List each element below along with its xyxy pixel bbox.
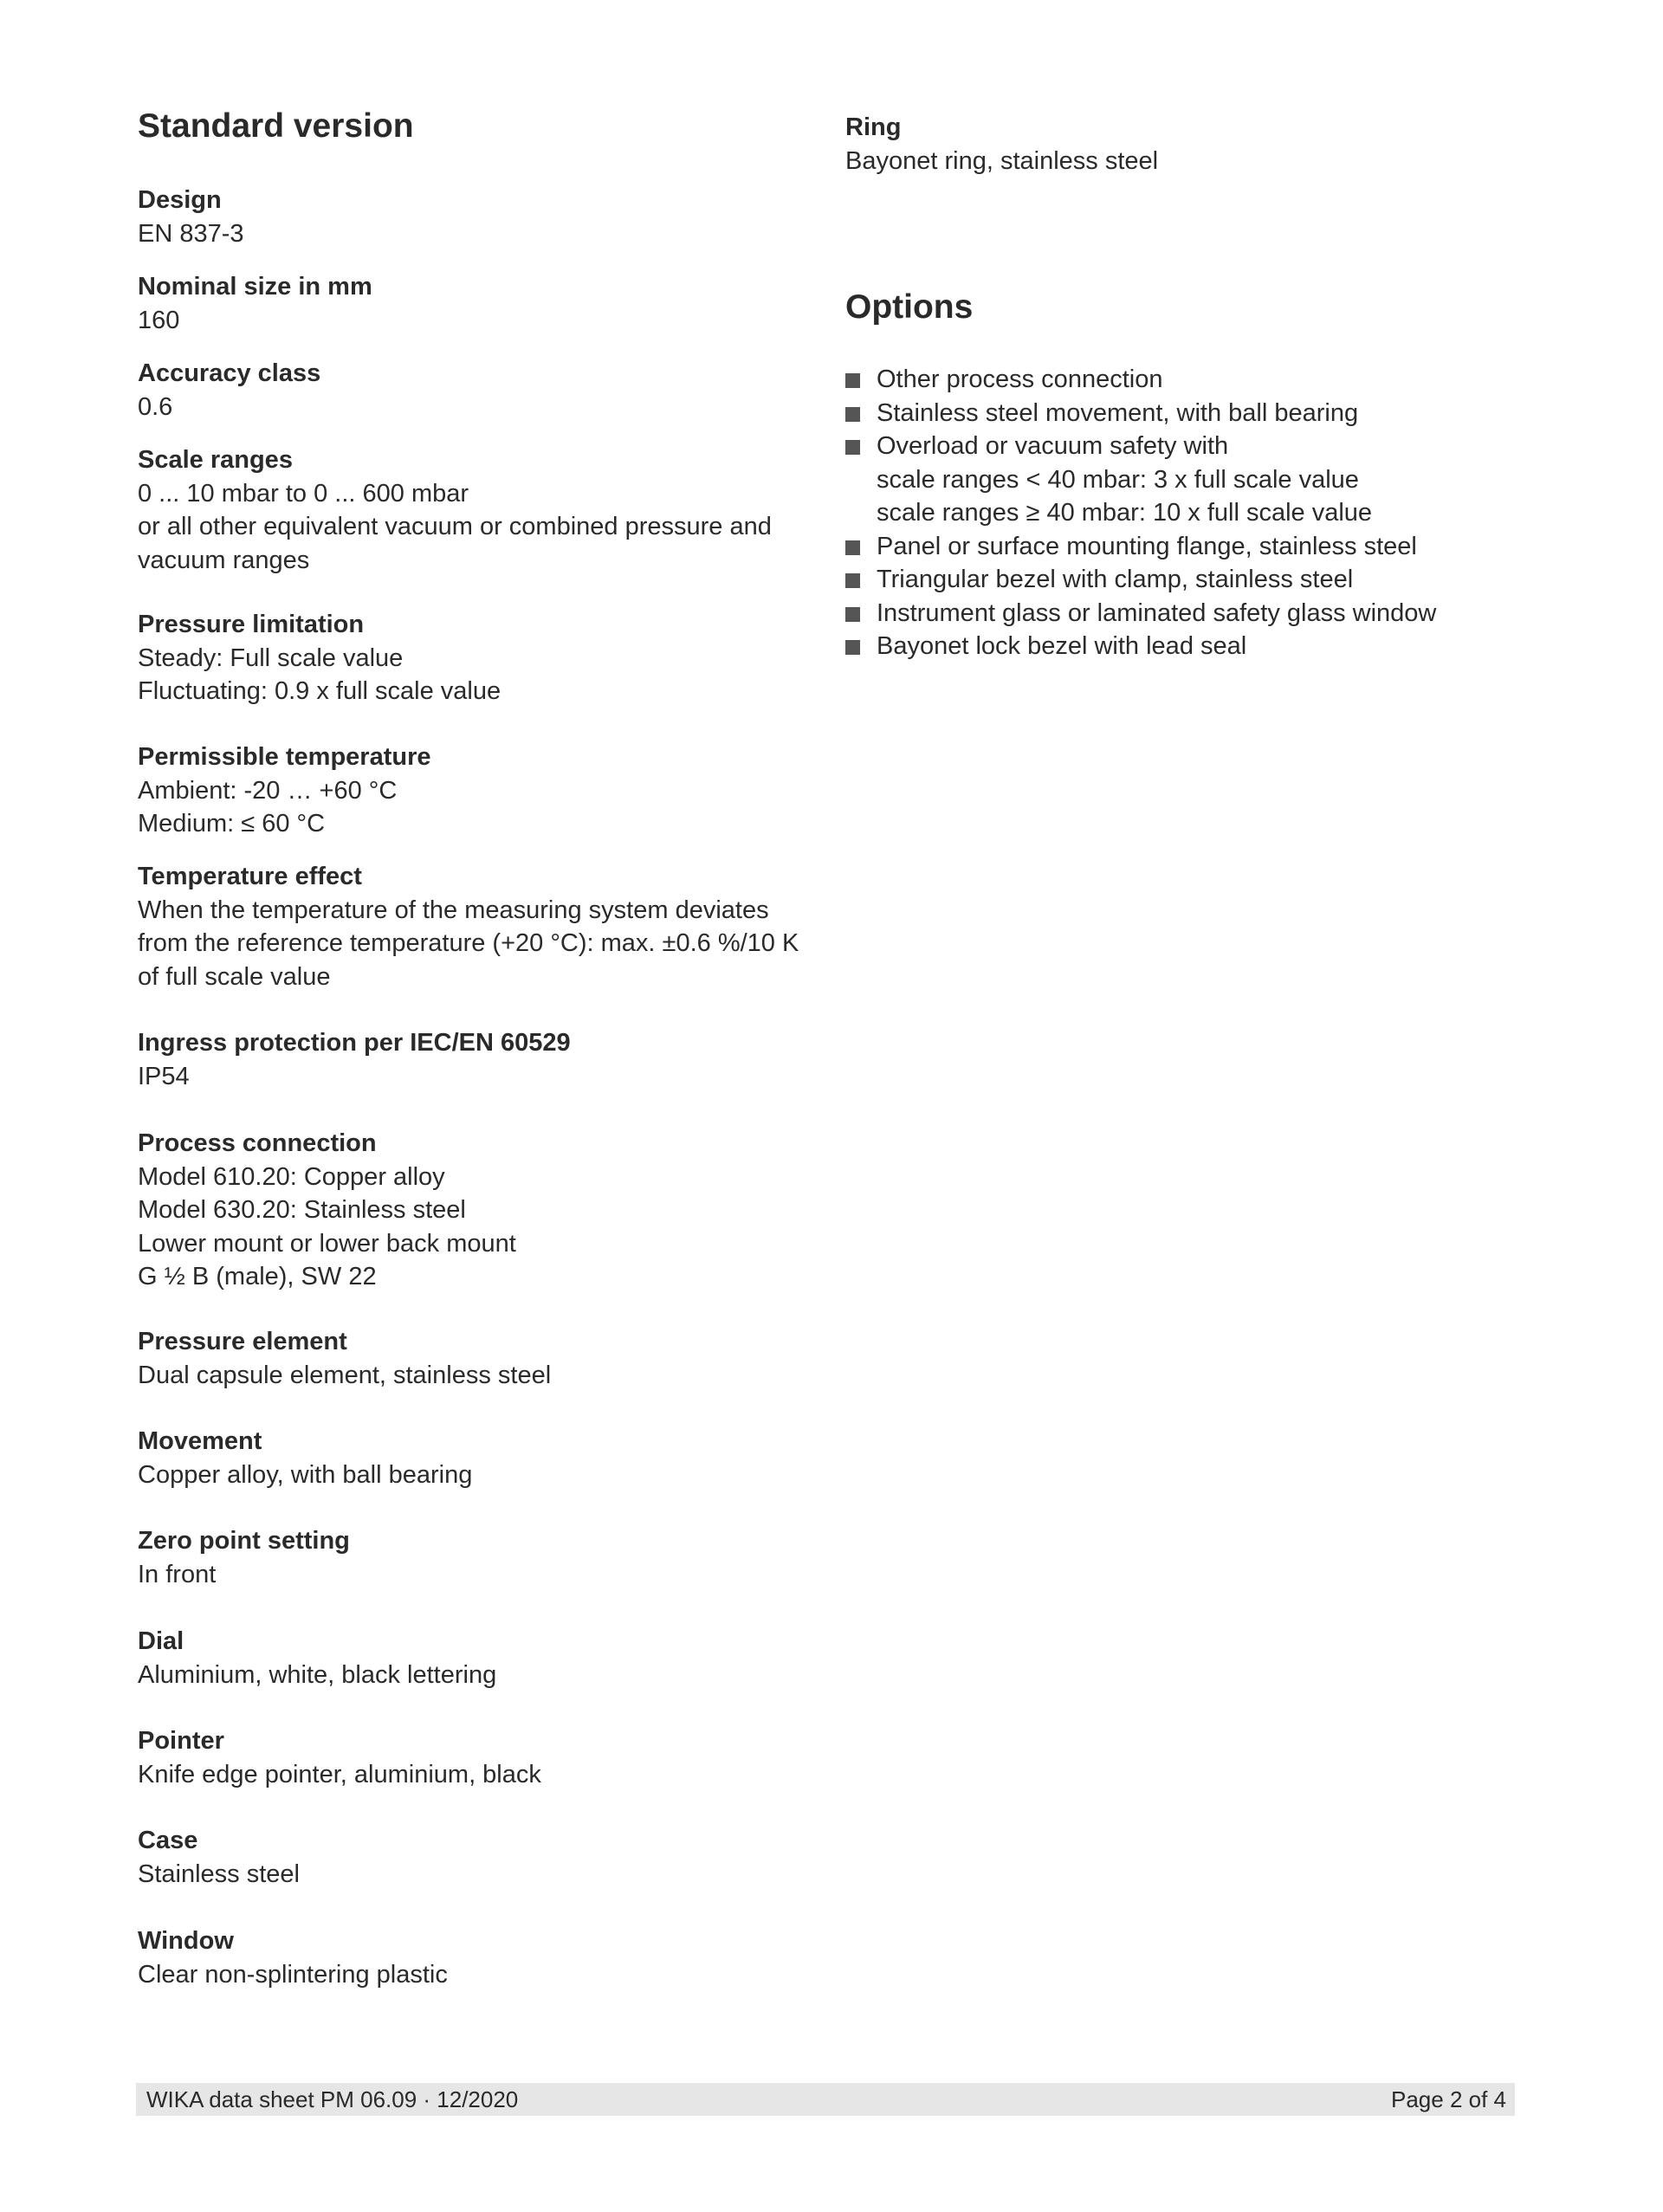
spec-value-line: Aluminium, white, black lettering (138, 1660, 497, 1689)
spec-window (138, 1924, 813, 1991)
spec-value (138, 477, 813, 578)
spec-value (138, 1659, 813, 1692)
spec-value (138, 774, 813, 841)
option-text: Other process connection (877, 365, 1163, 393)
option-text: Panel or surface mounting flange, stainless steel (877, 532, 1417, 560)
footer-page-number: Page 2 of 4 (1391, 2086, 1506, 2112)
spec-value-line: Lower mount or lower back mount (138, 1229, 516, 1258)
spec-value (138, 1161, 813, 1294)
square-bullet-icon (845, 573, 860, 588)
spec-value (138, 217, 813, 251)
spec-design (138, 184, 813, 250)
spec-label: Nominal size in mm (138, 273, 372, 301)
option-item (845, 430, 1436, 530)
spec-value-line: In front (138, 1560, 217, 1588)
option-item (845, 530, 1436, 564)
spec-value (138, 1060, 813, 1094)
spec-value (138, 1359, 813, 1393)
spec-value-line: Copper alloy, with ball bearing (138, 1460, 473, 1489)
square-bullet-icon (845, 373, 860, 388)
footer-document-id: WIKA data sheet PM 06.09 · 12/2020 (146, 2086, 519, 2112)
spec-label: Pointer (138, 1727, 224, 1755)
spec-value (138, 1458, 813, 1492)
spec-label: Case (138, 1827, 198, 1854)
spec-value-line: Clear non-splintering plastic (138, 1960, 448, 1989)
spec-value (138, 642, 813, 708)
spec-label: Permissible temperature (138, 743, 431, 771)
option-item (845, 597, 1436, 631)
spec-value-line: EN 837-3 (138, 219, 244, 248)
spec-label: Movement (138, 1427, 262, 1455)
option-item (845, 363, 1436, 397)
spec-value (845, 145, 1521, 178)
spec-label: Scale ranges (138, 446, 293, 474)
spec-value-line: Model 630.20: Stainless steel (138, 1196, 466, 1224)
square-bullet-icon (845, 440, 860, 455)
spec-label: Dial (138, 1627, 184, 1655)
option-text: Triangular bezel with clamp, stainless steel (877, 566, 1354, 593)
spec-value-line: Bayonet ring, stainless steel (845, 146, 1159, 175)
option-item (845, 630, 1436, 663)
spec-pressure-limitation (138, 608, 813, 708)
spec-label: Accuracy class (138, 359, 321, 387)
spec-value-line: Knife edge pointer, aluminium, black (138, 1760, 541, 1788)
spec-value-line: Fluctuating: 0.9 x full scale value (138, 677, 501, 705)
spec-value-line: 0.6 (138, 392, 173, 421)
option-item (845, 563, 1436, 597)
spec-value (138, 1958, 813, 1992)
spec-accuracy-class (138, 357, 813, 424)
spec-permissible-temperature (138, 741, 813, 841)
spec-value-line: IP54 (138, 1062, 190, 1090)
spec-value-line: vacuum ranges (138, 546, 310, 574)
spec-label: Ring (845, 113, 902, 141)
spec-case (138, 1824, 813, 1891)
options-heading: Options (845, 288, 974, 326)
spec-value-line: of full scale value (138, 962, 331, 991)
spec-value-line: Model 610.20: Copper alloy (138, 1162, 445, 1191)
spec-value-line: G ½ B (male), SW 22 (138, 1263, 377, 1290)
page-footer (136, 2083, 1515, 2116)
option-subline: scale ranges < 40 mbar: 3 x full scale value (877, 465, 1359, 494)
square-bullet-icon (845, 607, 860, 622)
spec-process-connection (138, 1127, 813, 1294)
spec-label: Temperature effect (138, 863, 362, 890)
options-list (845, 363, 1436, 663)
spec-value-line: Steady: Full scale value (138, 644, 404, 672)
option-text: Overload or vacuum safety with (877, 432, 1229, 460)
spec-value-line: Dual capsule element, stainless steel (138, 1361, 552, 1389)
spec-label: Zero point setting (138, 1527, 350, 1555)
spec-nominal-size-in-mm (138, 270, 813, 337)
spec-label: Design (138, 186, 222, 214)
spec-pressure-element (138, 1325, 813, 1392)
spec-ingress-protection-per-iec-en-60529 (138, 1026, 813, 1093)
spec-ring (845, 111, 1521, 178)
spec-value-line: Stainless steel (138, 1860, 300, 1888)
spec-value-line: 160 (138, 306, 180, 334)
option-subline: scale ranges ≥ 40 mbar: 10 x full scale value (877, 499, 1373, 527)
spec-value (138, 1758, 813, 1792)
spec-dial (138, 1625, 813, 1691)
spec-label: Window (138, 1927, 234, 1955)
option-text: Stainless steel movement, with ball bearing (877, 398, 1359, 427)
spec-value-line: or all other equivalent vacuum or combined pressure and (138, 513, 772, 540)
option-text: Instrument glass or laminated safety glass window (877, 598, 1437, 627)
square-bullet-icon (845, 540, 860, 555)
spec-value-line: Ambient: -20 … +60 °C (138, 776, 398, 805)
spec-value (138, 1858, 813, 1892)
spec-scale-ranges (138, 443, 813, 577)
spec-label: Pressure element (138, 1328, 347, 1355)
spec-label: Ingress protection per IEC/EN 60529 (138, 1029, 571, 1057)
spec-value-line: When the temperature of the measuring system deviates (138, 896, 769, 924)
spec-pointer (138, 1724, 813, 1791)
spec-value-line: from the reference temperature (+20 °C): max. ±0.6 %/10 K (138, 929, 799, 957)
option-item (845, 397, 1436, 430)
spec-zero-point-setting (138, 1524, 813, 1591)
spec-value-line: Medium: ≤ 60 °C (138, 810, 326, 838)
spec-value-line: 0 ... 10 mbar to 0 ... 600 mbar (138, 479, 469, 508)
square-bullet-icon (845, 640, 860, 655)
spec-value (138, 304, 813, 338)
spec-value (138, 391, 813, 424)
option-text: Bayonet lock bezel with lead seal (877, 632, 1247, 660)
spec-label: Pressure limitation (138, 611, 365, 638)
spec-movement (138, 1425, 813, 1491)
spec-value (138, 1558, 813, 1592)
spec-temperature-effect (138, 860, 813, 993)
spec-label: Process connection (138, 1129, 377, 1157)
standard-version-heading: Standard version (138, 107, 414, 145)
square-bullet-icon (845, 407, 860, 422)
spec-value (138, 894, 813, 994)
